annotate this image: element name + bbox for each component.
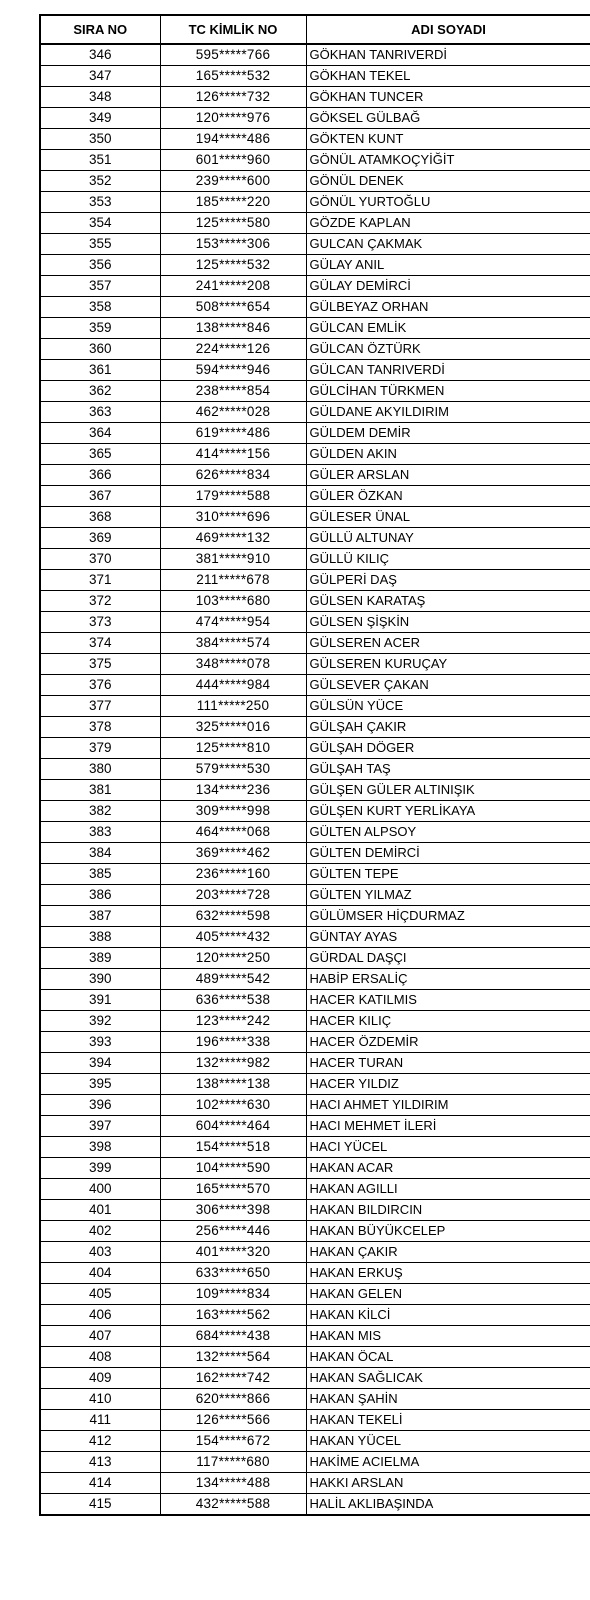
sira-no-cell: 368 <box>40 507 160 528</box>
tc-kimlik-no-cell: 138*****138 <box>160 1074 306 1095</box>
table-row <box>40 1494 590 1516</box>
table-row <box>40 528 590 549</box>
sira-no-cell: 375 <box>40 654 160 675</box>
tc-kimlik-no-cell: 102*****630 <box>160 1095 306 1116</box>
tc-kimlik-no-cell: 132*****564 <box>160 1347 306 1368</box>
sira-no-cell: 408 <box>40 1347 160 1368</box>
adi-soyadi-cell: GÜLÜMSER HİÇDURMAZ <box>306 906 590 927</box>
adi-soyadi-cell: GÜLSEREN ACER <box>306 633 590 654</box>
table-row <box>40 276 590 297</box>
table-row <box>40 192 590 213</box>
table-row <box>40 1200 590 1221</box>
table-row <box>40 1326 590 1347</box>
tc-kimlik-no-cell: 203*****728 <box>160 885 306 906</box>
adi-soyadi-cell: GÜLDEN AKIN <box>306 444 590 465</box>
table-row <box>40 87 590 108</box>
tc-kimlik-no-cell: 154*****518 <box>160 1137 306 1158</box>
tc-kimlik-no-cell: 306*****398 <box>160 1200 306 1221</box>
table-row <box>40 717 590 738</box>
table-row <box>40 1263 590 1284</box>
adi-soyadi-cell: GÜLSÜN YÜCE <box>306 696 590 717</box>
tc-kimlik-no-cell: 348*****078 <box>160 654 306 675</box>
adi-soyadi-cell: GÜLŞAH ÇAKIR <box>306 717 590 738</box>
tc-kimlik-no-cell: 120*****976 <box>160 108 306 129</box>
sira-no-cell: 367 <box>40 486 160 507</box>
adi-soyadi-cell: HACER YILDIZ <box>306 1074 590 1095</box>
tc-kimlik-no-cell: 604*****464 <box>160 1116 306 1137</box>
sira-no-cell: 409 <box>40 1368 160 1389</box>
adi-soyadi-cell: GÜNTAY AYAS <box>306 927 590 948</box>
tc-kimlik-no-cell: 111*****250 <box>160 696 306 717</box>
adi-soyadi-cell: GÜLŞEN GÜLER ALTINIŞIK <box>306 780 590 801</box>
adi-soyadi-cell: GÜLSEVER ÇAKAN <box>306 675 590 696</box>
adi-soyadi-cell: GÜLER ARSLAN <box>306 465 590 486</box>
adi-soyadi-cell: HAKAN ŞAHİN <box>306 1389 590 1410</box>
table-row <box>40 1431 590 1452</box>
sira-no-cell: 388 <box>40 927 160 948</box>
sira-no-cell: 355 <box>40 234 160 255</box>
adi-soyadi-cell: HAKAN GELEN <box>306 1284 590 1305</box>
sira-no-cell: 396 <box>40 1095 160 1116</box>
adi-soyadi-cell: GÖKTEN KUNT <box>306 129 590 150</box>
tc-kimlik-no-cell: 194*****486 <box>160 129 306 150</box>
table-row <box>40 969 590 990</box>
table-row <box>40 570 590 591</box>
sira-no-cell: 348 <box>40 87 160 108</box>
tc-kimlik-no-cell: 489*****542 <box>160 969 306 990</box>
adi-soyadi-cell: GÜLTEN ALPSOY <box>306 822 590 843</box>
tc-kimlik-no-cell: 309*****998 <box>160 801 306 822</box>
table-row <box>40 360 590 381</box>
tc-kimlik-no-cell: 405*****432 <box>160 927 306 948</box>
tc-kimlik-no-cell: 636*****538 <box>160 990 306 1011</box>
sira-no-cell: 386 <box>40 885 160 906</box>
tc-kimlik-no-cell: 474*****954 <box>160 612 306 633</box>
tc-kimlik-no-cell: 432*****588 <box>160 1494 306 1516</box>
adi-soyadi-cell: HABİP ERSALİÇ <box>306 969 590 990</box>
adi-soyadi-cell: GÜLŞEN KURT YERLİKAYA <box>306 801 590 822</box>
sira-no-cell: 353 <box>40 192 160 213</box>
table-row <box>40 1305 590 1326</box>
sira-no-cell: 352 <box>40 171 160 192</box>
table-row <box>40 822 590 843</box>
sira-no-cell: 410 <box>40 1389 160 1410</box>
sira-no-cell: 381 <box>40 780 160 801</box>
table-row <box>40 1389 590 1410</box>
table-row <box>40 738 590 759</box>
adi-soyadi-cell: HACER KILIÇ <box>306 1011 590 1032</box>
sira-no-cell: 413 <box>40 1452 160 1473</box>
sira-no-cell: 360 <box>40 339 160 360</box>
adi-soyadi-cell: HAKAN ACAR <box>306 1158 590 1179</box>
tc-kimlik-no-cell: 125*****580 <box>160 213 306 234</box>
table-row <box>40 1473 590 1494</box>
table-row <box>40 696 590 717</box>
tc-kimlik-no-cell: 163*****562 <box>160 1305 306 1326</box>
sira-no-cell: 407 <box>40 1326 160 1347</box>
adi-soyadi-cell: HACI MEHMET İLERİ <box>306 1116 590 1137</box>
adi-soyadi-cell: HAKAN SAĞLICAK <box>306 1368 590 1389</box>
tc-kimlik-no-cell: 594*****946 <box>160 360 306 381</box>
sira-no-cell: 363 <box>40 402 160 423</box>
sira-no-cell: 356 <box>40 255 160 276</box>
sira-no-cell: 362 <box>40 381 160 402</box>
adi-soyadi-cell: GÜLŞAH TAŞ <box>306 759 590 780</box>
sira-no-cell: 390 <box>40 969 160 990</box>
tc-kimlik-no-cell: 126*****566 <box>160 1410 306 1431</box>
table-row <box>40 1032 590 1053</box>
tc-kimlik-no-cell: 165*****532 <box>160 66 306 87</box>
sira-no-cell: 349 <box>40 108 160 129</box>
adi-soyadi-cell: GÜLESER ÜNAL <box>306 507 590 528</box>
sira-no-cell: 358 <box>40 297 160 318</box>
sira-no-cell: 383 <box>40 822 160 843</box>
sira-no-cell: 366 <box>40 465 160 486</box>
adi-soyadi-cell: HALİL AKLIBAŞINDA <box>306 1494 590 1516</box>
table-row <box>40 843 590 864</box>
adi-soyadi-cell: GÜLCİHAN TÜRKMEN <box>306 381 590 402</box>
column-header-adi-soyadi: ADI SOYADI <box>306 15 590 44</box>
adi-soyadi-cell: HAKAN ÇAKIR <box>306 1242 590 1263</box>
sira-no-cell: 393 <box>40 1032 160 1053</box>
adi-soyadi-cell: HAKAN KİLCİ <box>306 1305 590 1326</box>
table-header-row <box>40 15 590 44</box>
tc-kimlik-no-cell: 508*****654 <box>160 297 306 318</box>
table-row <box>40 864 590 885</box>
sira-no-cell: 389 <box>40 948 160 969</box>
sira-no-cell: 384 <box>40 843 160 864</box>
adi-soyadi-cell: HAKAN ERKUŞ <box>306 1263 590 1284</box>
sira-no-cell: 379 <box>40 738 160 759</box>
tc-kimlik-no-cell: 414*****156 <box>160 444 306 465</box>
tc-kimlik-no-cell: 239*****600 <box>160 171 306 192</box>
tc-kimlik-no-cell: 104*****590 <box>160 1158 306 1179</box>
adi-soyadi-cell: HAKAN MIS <box>306 1326 590 1347</box>
tc-kimlik-no-cell: 579*****530 <box>160 759 306 780</box>
tc-kimlik-no-cell: 126*****732 <box>160 87 306 108</box>
adi-soyadi-cell: HAKAN YÜCEL <box>306 1431 590 1452</box>
table-row <box>40 1284 590 1305</box>
sira-no-cell: 377 <box>40 696 160 717</box>
tc-kimlik-no-cell: 632*****598 <box>160 906 306 927</box>
sira-no-cell: 405 <box>40 1284 160 1305</box>
adi-soyadi-cell: GÜLAY ANIL <box>306 255 590 276</box>
table-row <box>40 591 590 612</box>
sira-no-cell: 346 <box>40 44 160 66</box>
tc-kimlik-no-cell: 153*****306 <box>160 234 306 255</box>
table-row <box>40 486 590 507</box>
tc-kimlik-no-cell: 462*****028 <box>160 402 306 423</box>
adi-soyadi-cell: GÜLER ÖZKAN <box>306 486 590 507</box>
table-row <box>40 465 590 486</box>
sira-no-cell: 404 <box>40 1263 160 1284</box>
sira-no-cell: 382 <box>40 801 160 822</box>
tc-kimlik-no-cell: 325*****016 <box>160 717 306 738</box>
table-row <box>40 885 590 906</box>
tc-kimlik-no-cell: 138*****846 <box>160 318 306 339</box>
adi-soyadi-cell: HACER TURAN <box>306 1053 590 1074</box>
table-row <box>40 66 590 87</box>
adi-soyadi-cell: HAKAN ÖCAL <box>306 1347 590 1368</box>
sira-no-cell: 357 <box>40 276 160 297</box>
table-row <box>40 906 590 927</box>
sira-no-cell: 402 <box>40 1221 160 1242</box>
tc-kimlik-no-cell: 109*****834 <box>160 1284 306 1305</box>
tc-kimlik-no-cell: 162*****742 <box>160 1368 306 1389</box>
adi-soyadi-cell: HACER KATILMIS <box>306 990 590 1011</box>
table-row <box>40 423 590 444</box>
sira-no-cell: 412 <box>40 1431 160 1452</box>
sira-no-cell: 364 <box>40 423 160 444</box>
table-row <box>40 381 590 402</box>
sira-no-cell: 378 <box>40 717 160 738</box>
adi-soyadi-cell: GÜRDAL DAŞÇI <box>306 948 590 969</box>
adi-soyadi-cell: GÜLCAN TANRIVERDİ <box>306 360 590 381</box>
table-row <box>40 1368 590 1389</box>
tc-kimlik-no-cell: 185*****220 <box>160 192 306 213</box>
sira-no-cell: 395 <box>40 1074 160 1095</box>
sira-no-cell: 411 <box>40 1410 160 1431</box>
tc-kimlik-no-cell: 595*****766 <box>160 44 306 66</box>
sira-no-cell: 380 <box>40 759 160 780</box>
tc-kimlik-no-cell: 256*****446 <box>160 1221 306 1242</box>
table-row <box>40 444 590 465</box>
sira-no-cell: 392 <box>40 1011 160 1032</box>
table-row <box>40 948 590 969</box>
table-row <box>40 402 590 423</box>
sira-no-cell: 369 <box>40 528 160 549</box>
adi-soyadi-cell: GÜLTEN YILMAZ <box>306 885 590 906</box>
adi-soyadi-cell: HAKİME ACIELMA <box>306 1452 590 1473</box>
tc-kimlik-no-cell: 620*****866 <box>160 1389 306 1410</box>
adi-soyadi-cell: HAKAN BILDIRCIN <box>306 1200 590 1221</box>
sira-no-cell: 374 <box>40 633 160 654</box>
tc-kimlik-no-cell: 236*****160 <box>160 864 306 885</box>
sira-no-cell: 400 <box>40 1179 160 1200</box>
table-row <box>40 654 590 675</box>
adi-soyadi-cell: GÜLBEYAZ ORHAN <box>306 297 590 318</box>
sira-no-cell: 406 <box>40 1305 160 1326</box>
table-row <box>40 1347 590 1368</box>
tc-kimlik-no-cell: 444*****984 <box>160 675 306 696</box>
table-row <box>40 1011 590 1032</box>
tc-kimlik-no-cell: 123*****242 <box>160 1011 306 1032</box>
table-row <box>40 150 590 171</box>
table-row <box>40 129 590 150</box>
adi-soyadi-cell: GÜLPERİ DAŞ <box>306 570 590 591</box>
tc-kimlik-no-cell: 381*****910 <box>160 549 306 570</box>
table-row <box>40 108 590 129</box>
table-row <box>40 780 590 801</box>
adi-soyadi-cell: HACI AHMET YILDIRIM <box>306 1095 590 1116</box>
adi-soyadi-cell: GÖZDE KAPLAN <box>306 213 590 234</box>
adi-soyadi-cell: GÜLCAN EMLİK <box>306 318 590 339</box>
adi-soyadi-cell: HAKAN TEKELİ <box>306 1410 590 1431</box>
table-row <box>40 213 590 234</box>
adi-soyadi-cell: GÜLTEN TEPE <box>306 864 590 885</box>
sira-no-cell: 347 <box>40 66 160 87</box>
adi-soyadi-cell: HAKAN AGILLI <box>306 1179 590 1200</box>
table-row <box>40 297 590 318</box>
sira-no-cell: 403 <box>40 1242 160 1263</box>
sira-no-cell: 385 <box>40 864 160 885</box>
table-row <box>40 633 590 654</box>
tc-kimlik-no-cell: 120*****250 <box>160 948 306 969</box>
sira-no-cell: 370 <box>40 549 160 570</box>
table-row <box>40 1242 590 1263</box>
tc-kimlik-no-cell: 196*****338 <box>160 1032 306 1053</box>
adi-soyadi-cell: GÖNÜL ATAMKOÇYİĞİT <box>306 150 590 171</box>
tc-kimlik-no-cell: 224*****126 <box>160 339 306 360</box>
tc-kimlik-no-cell: 241*****208 <box>160 276 306 297</box>
adi-soyadi-cell: GÜLAY DEMİRCİ <box>306 276 590 297</box>
tc-kimlik-no-cell: 165*****570 <box>160 1179 306 1200</box>
participant-table <box>39 14 590 1516</box>
column-header-sira-no: SIRA NO <box>40 15 160 44</box>
sira-no-cell: 376 <box>40 675 160 696</box>
table-row <box>40 1179 590 1200</box>
sira-no-cell: 399 <box>40 1158 160 1179</box>
adi-soyadi-cell: GÖNÜL DENEK <box>306 171 590 192</box>
table-row <box>40 612 590 633</box>
tc-kimlik-no-cell: 154*****672 <box>160 1431 306 1452</box>
table-row <box>40 1137 590 1158</box>
table-row <box>40 507 590 528</box>
table-row <box>40 234 590 255</box>
tc-kimlik-no-cell: 179*****588 <box>160 486 306 507</box>
adi-soyadi-cell: GÜLDEM DEMİR <box>306 423 590 444</box>
table-row <box>40 990 590 1011</box>
adi-soyadi-cell: GÖKHAN TANRIVERDİ <box>306 44 590 66</box>
adi-soyadi-cell: GÜLTEN DEMİRCİ <box>306 843 590 864</box>
table-row <box>40 1158 590 1179</box>
sira-no-cell: 359 <box>40 318 160 339</box>
table-row <box>40 675 590 696</box>
table-row <box>40 1221 590 1242</box>
sira-no-cell: 350 <box>40 129 160 150</box>
tc-kimlik-no-cell: 238*****854 <box>160 381 306 402</box>
adi-soyadi-cell: GÜLSEN KARATAŞ <box>306 591 590 612</box>
adi-soyadi-cell: GÖKHAN TUNCER <box>306 87 590 108</box>
table-row <box>40 759 590 780</box>
tc-kimlik-no-cell: 211*****678 <box>160 570 306 591</box>
adi-soyadi-cell: HACER ÖZDEMİR <box>306 1032 590 1053</box>
table-row <box>40 339 590 360</box>
sira-no-cell: 354 <box>40 213 160 234</box>
table-row <box>40 1074 590 1095</box>
tc-kimlik-no-cell: 103*****680 <box>160 591 306 612</box>
tc-kimlik-no-cell: 125*****810 <box>160 738 306 759</box>
adi-soyadi-cell: GÜLLÜ ALTUNAY <box>306 528 590 549</box>
adi-soyadi-cell: GÜLDANE AKYILDIRIM <box>306 402 590 423</box>
sira-no-cell: 372 <box>40 591 160 612</box>
sira-no-cell: 365 <box>40 444 160 465</box>
adi-soyadi-cell: GÜLLÜ KILIÇ <box>306 549 590 570</box>
sira-no-cell: 371 <box>40 570 160 591</box>
table-row <box>40 171 590 192</box>
tc-kimlik-no-cell: 626*****834 <box>160 465 306 486</box>
tc-kimlik-no-cell: 117*****680 <box>160 1452 306 1473</box>
adi-soyadi-cell: GULCAN ÇAKMAK <box>306 234 590 255</box>
sira-no-cell: 351 <box>40 150 160 171</box>
sira-no-cell: 397 <box>40 1116 160 1137</box>
table-row <box>40 927 590 948</box>
tc-kimlik-no-cell: 401*****320 <box>160 1242 306 1263</box>
table-row <box>40 318 590 339</box>
table-row <box>40 255 590 276</box>
sira-no-cell: 414 <box>40 1473 160 1494</box>
table-row <box>40 44 590 66</box>
table-row <box>40 1410 590 1431</box>
column-header-tc-kimlik-no: TC KİMLİK NO <box>160 15 306 44</box>
sira-no-cell: 387 <box>40 906 160 927</box>
tc-kimlik-no-cell: 469*****132 <box>160 528 306 549</box>
adi-soyadi-cell: GÜLSEN ŞİŞKİN <box>306 612 590 633</box>
table-row <box>40 1452 590 1473</box>
adi-soyadi-cell: HACI YÜCEL <box>306 1137 590 1158</box>
adi-soyadi-cell: GÖNÜL YURTOĞLU <box>306 192 590 213</box>
adi-soyadi-cell: GÜLSEREN KURUÇAY <box>306 654 590 675</box>
sira-no-cell: 415 <box>40 1494 160 1516</box>
adi-soyadi-cell: HAKKI ARSLAN <box>306 1473 590 1494</box>
table-row <box>40 1095 590 1116</box>
tc-kimlik-no-cell: 384*****574 <box>160 633 306 654</box>
tc-kimlik-no-cell: 310*****696 <box>160 507 306 528</box>
tc-kimlik-no-cell: 132*****982 <box>160 1053 306 1074</box>
table-body <box>40 44 590 1515</box>
adi-soyadi-cell: HAKAN BÜYÜKCELEP <box>306 1221 590 1242</box>
document-page <box>39 14 590 1516</box>
table-row <box>40 1053 590 1074</box>
adi-soyadi-cell: GÜLŞAH DÖGER <box>306 738 590 759</box>
tc-kimlik-no-cell: 684*****438 <box>160 1326 306 1347</box>
table-row <box>40 549 590 570</box>
tc-kimlik-no-cell: 464*****068 <box>160 822 306 843</box>
table-row <box>40 1116 590 1137</box>
sira-no-cell: 373 <box>40 612 160 633</box>
sira-no-cell: 401 <box>40 1200 160 1221</box>
sira-no-cell: 394 <box>40 1053 160 1074</box>
tc-kimlik-no-cell: 134*****488 <box>160 1473 306 1494</box>
tc-kimlik-no-cell: 125*****532 <box>160 255 306 276</box>
tc-kimlik-no-cell: 633*****650 <box>160 1263 306 1284</box>
tc-kimlik-no-cell: 601*****960 <box>160 150 306 171</box>
tc-kimlik-no-cell: 619*****486 <box>160 423 306 444</box>
sira-no-cell: 398 <box>40 1137 160 1158</box>
tc-kimlik-no-cell: 369*****462 <box>160 843 306 864</box>
adi-soyadi-cell: GÖKSEL GÜLBAĞ <box>306 108 590 129</box>
adi-soyadi-cell: GÖKHAN TEKEL <box>306 66 590 87</box>
sira-no-cell: 391 <box>40 990 160 1011</box>
adi-soyadi-cell: GÜLCAN ÖZTÜRK <box>306 339 590 360</box>
table-row <box>40 801 590 822</box>
sira-no-cell: 361 <box>40 360 160 381</box>
tc-kimlik-no-cell: 134*****236 <box>160 780 306 801</box>
